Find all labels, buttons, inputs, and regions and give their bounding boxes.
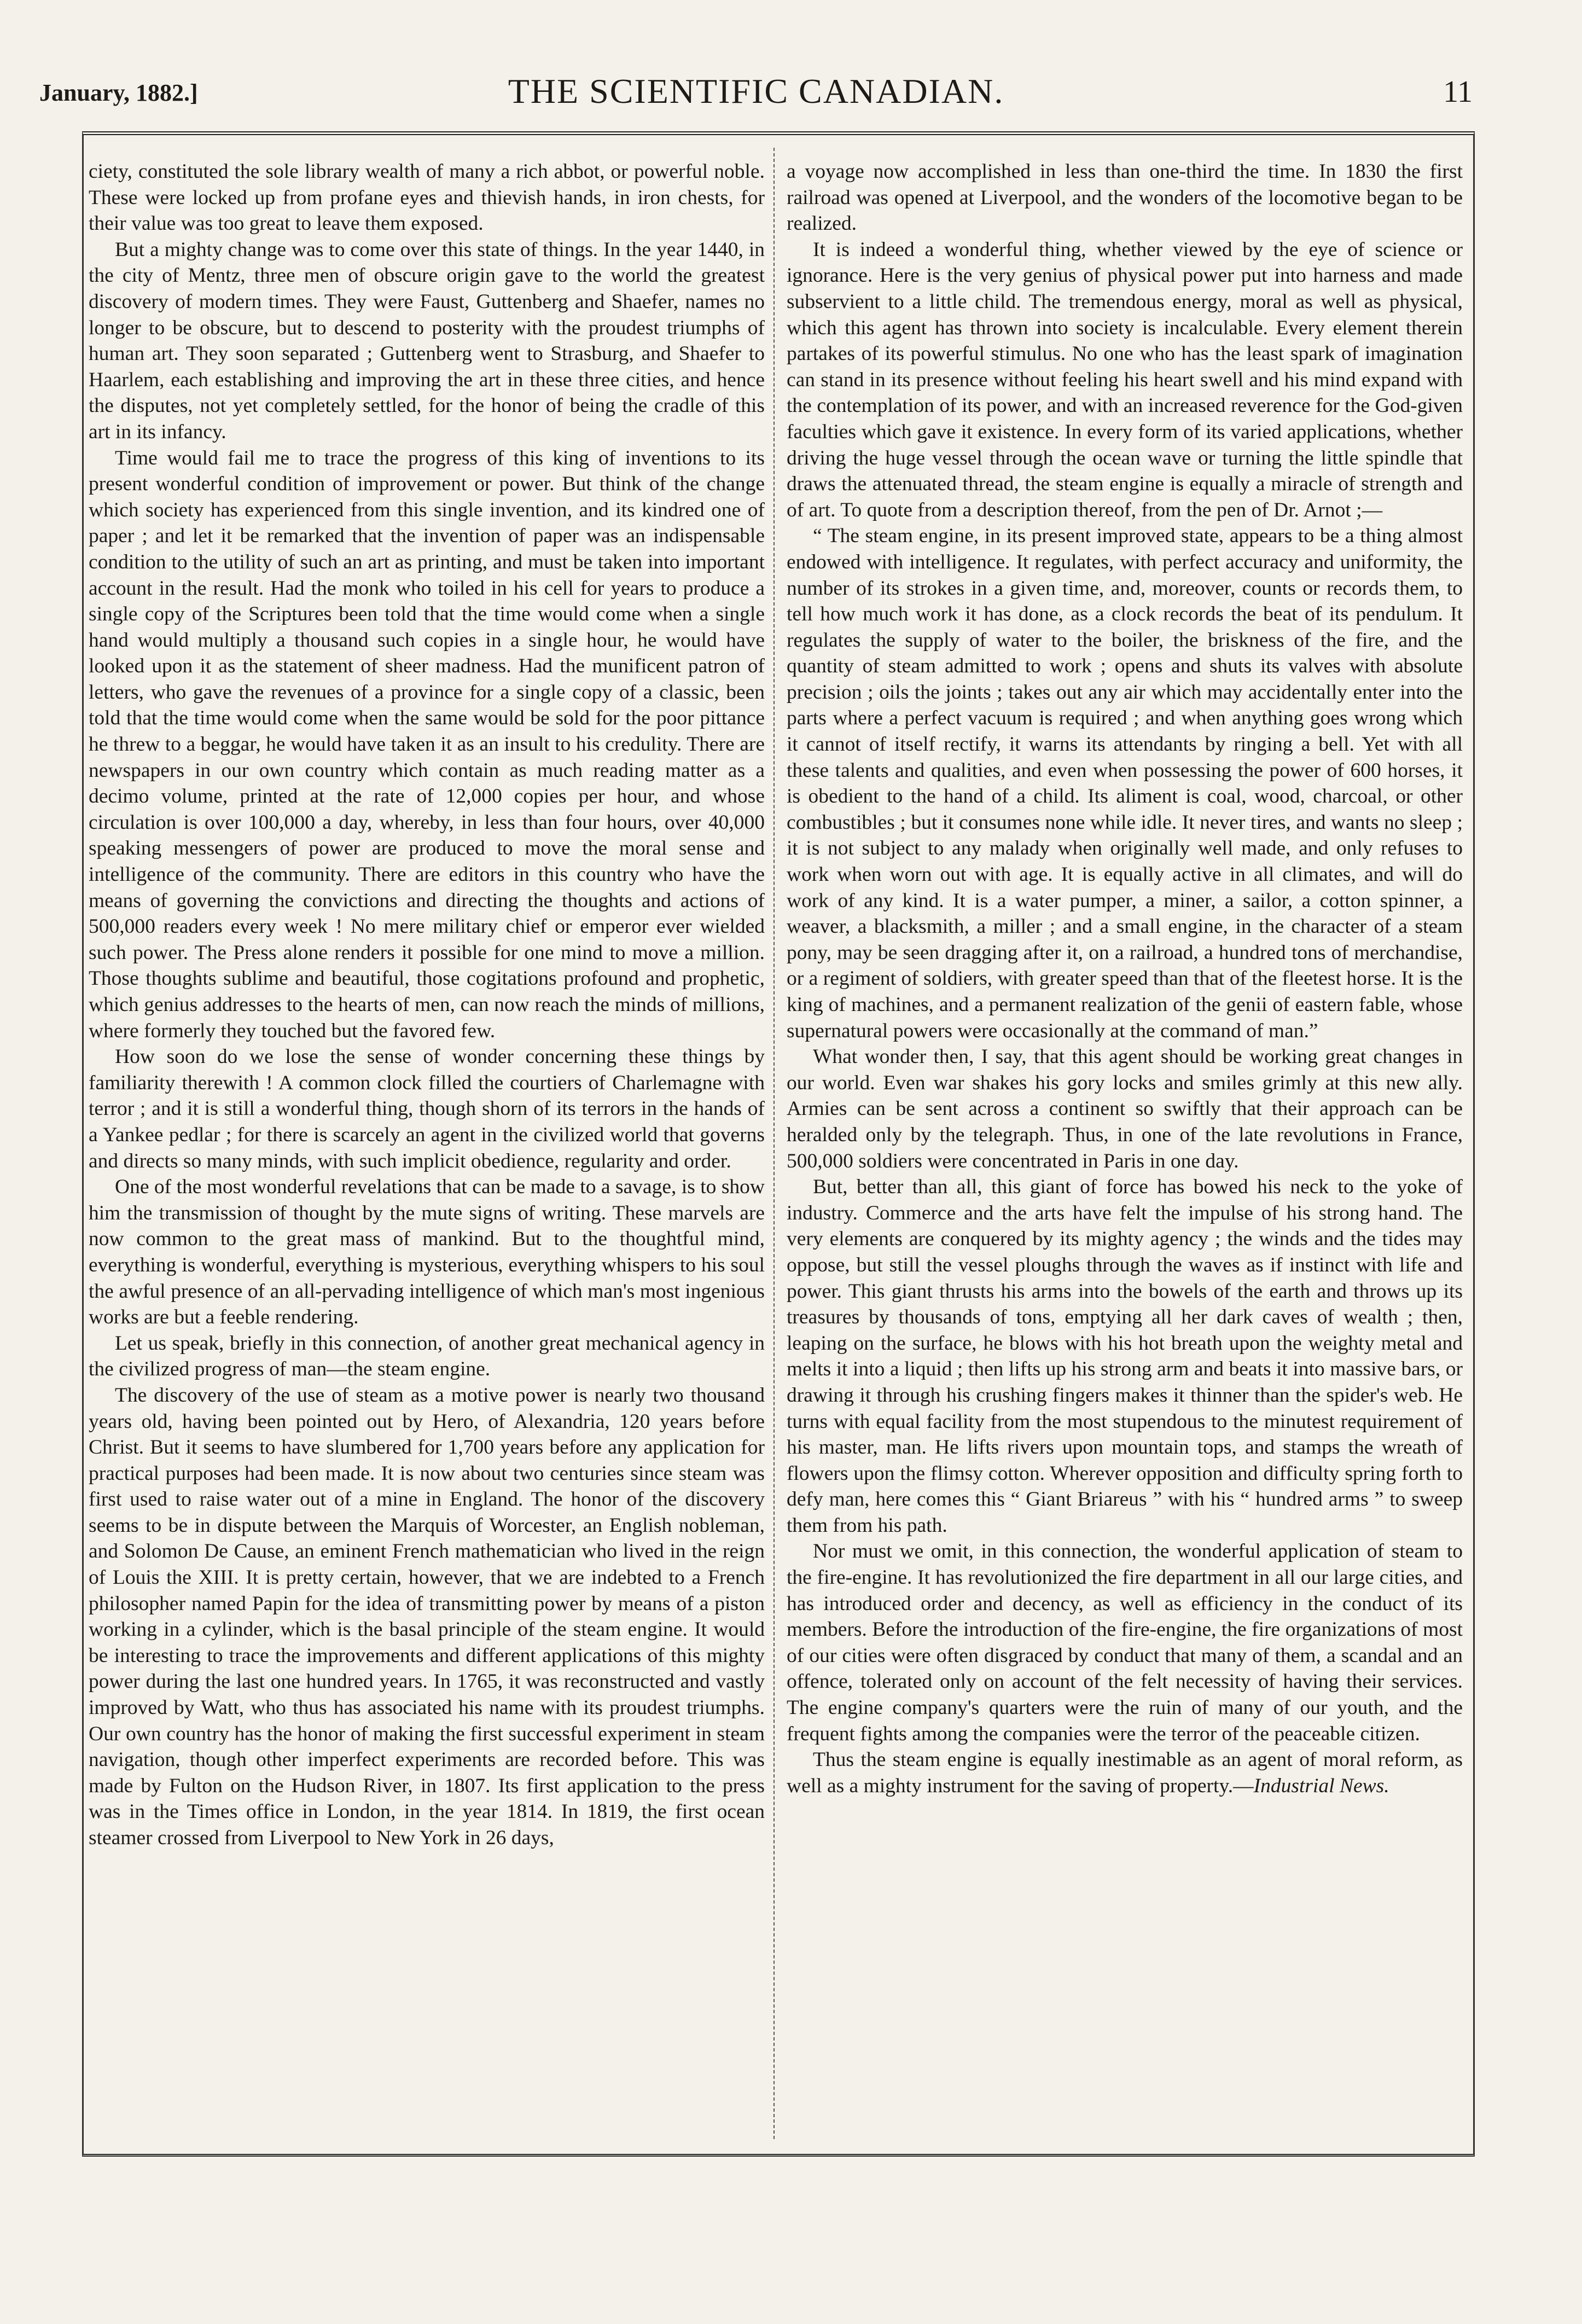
paragraph: How soon do we lose the sense of wonder concerning these things by familiarity therewith ! A common clock filled the courtiers of Charlemagne with terror ; and it is still a wonderful thing, though shorn of its terrors in the hands of a Yankee pedlar ; for there is scarcely an agent in the civilized world that governs and directs so many minds, with such implicit obedience, regularity and order. xyxy=(89,1045,765,1172)
paragraph: What wonder then, I say, that this agent should be working great changes in our world. Even war shakes his gory locks and smiles grimly at this new ally. Armies can be sent across a continent so swiftly that their approach can be heralded only by the telegraph. Thus, in one of the late revolutions in France, 500,000 soldiers were concentrated in Paris in one day. xyxy=(787,1045,1463,1172)
paragraph: Let us speak, briefly in this connection, of another great mechanical agency in the civilized progress of man—the steam engine. xyxy=(89,1332,765,1381)
source-credit: Industrial News. xyxy=(1253,1774,1389,1797)
paragraph: Time would fail me to trace the progress of this king of inventions to its present wonderful condition of improvement or power. But think of the change which society has experienced from this single invention, and its kindred one of paper ; and let it be remarked that the invention of paper was an indispensable condition to the utility of such an art as printing, and must be taken into important account in the result. Had the monk who toiled in his cell for years to produce a single copy of the Scriptures been told that the time would come when a single hand would multiply a thousand such copies in a single hour, he would have looked upon it as the statement of sheer madness. Had the munificent patron of letters, who gave the revenues of a province for a single copy of a classic, been told that the time would come when the same would be sold for the poor pittance he threw to a beggar, he would have taken it as an insult to his credulity. There are newspapers in our own country which contain as much reading matter as a decimo volume, printed at the rate of 12,000 copies per hour, and whose circulation is over 100,000 a day, whereby, in less than four hours, over 40,000 speaking messengers of power are produced to move the moral sense and intelligence of the community. There are editors in this country who have the means of governing the convictions and directing the thoughts and actions of 500,000 readers every week ! No mere military chief or emperor ever wielded such power. The Press alone renders it possible for one mind to move a million. Those thoughts sublime and beautiful, those cogitations profound and prophetic, which genius addresses to the hearts of men, can now reach the minds of millions, where formerly they touched but the favored few. xyxy=(89,446,765,1042)
paragraph: a voyage now accomplished in less than one-third the time. In 1830 the first railroad was opened at Liverpool, and the wonders of the locomotive began to be realized. xyxy=(787,160,1463,235)
page-number: 11 xyxy=(1443,75,1473,109)
closing-paragraph xyxy=(787,1747,1463,1799)
right-column xyxy=(787,159,1463,2145)
column-divider xyxy=(773,148,775,2139)
publication-title: THE SCIENTIFIC CANADIAN. xyxy=(508,72,1004,111)
paragraph: But a mighty change was to come over this state of things. In the year 1440, in the city of Mentz, three men of obscure origin gave to the world the greatest discovery of modern times. They were Faust, Guttenberg and Shaefer, names no longer to be obscure, but to descend to posterity with the proudest triumphs of human art. They soon separated ; Guttenberg went to Strasburg, and Shaefer to Haarlem, each establishing and improving the art in these three cities, and hence the disputes, not yet completely settled, for the honor of being the cradle of this art in its infancy. xyxy=(89,238,765,443)
paragraph: But, better than all, this giant of force has bowed his neck to the yoke of industry. Commerce and the arts have felt the impulse of his strong hand. The very elements are conquered by its mighty agency ; the winds and the tides may oppose, but still the vessel ploughs through the waves as if instinct with life and power. This giant thrusts his arms into the bowels of the earth and throws up its treasures by thousands of tons, emptying all her dark caves of wealth ; then, leaping on the surface, he blows with his hot breath upon the weighty metal and melts it into a liquid ; then lifts up his strong arm and beats it into massive bars, or drawing it through his crushing fingers makes it thinner than the spider's web. He turns with equal facility from the most stupendous to the minutest requirement of his master, man. He lifts rivers upon mountain tops, and stamps the wreath of flowers upon the flimsy cotton. Wherever opposition and difficulty spring forth to defy man, here comes this “ Giant Briareus ” with his “ hundred arms ” to sweep them from his path. xyxy=(787,1176,1463,1537)
quotation-paragraph: “ The steam engine, in its present improved state, appears to be a thing almost endowed with intelligence. It regulates, with perfect accuracy and uniformity, the number of its strokes in a given time, and, moreover, counts or records them, to tell how much work it has done, as a clock records the beat of its pendulum. It regulates the supply of water to the boiler, the briskness of the fire, and the quantity of steam admitted to work ; opens and shuts its valves with absolute precision ; oils the joints ; takes out any air which may accidentally enter into the parts where a perfect vacuum is required ; and when anything goes wrong which it cannot of itself rectify, it warns its attendants by ringing a bell. Yet with all these talents and qualities, and even when possessing the power of 600 horses, it is obedient to the hand of a child. Its aliment is coal, wood, charcoal, or other combustibles ; but it consumes none while idle. It never tires, and wants no sleep ; it is not subject to any malady when originally well made, and only refuses to work when worn out with age. It is equally active in all climates, and will do work of any kind. It is a water pumper, a miner, a sailor, a cotton spinner, a weaver, a blacksmith, a miller ; and a small engine, in the character of a steam pony, may be seen dragging after it, on a railroad, a hundred tons of merchandise, or a regiment of soldiers, with greater speed than that of the fleetest horse. It is the king of machines, and a permanent realization of the genii of eastern fable, whose supernatural powers were occasionally at the command of man.” xyxy=(787,525,1463,1042)
left-column xyxy=(89,159,765,2145)
paragraph: One of the most wonderful revelations that can be made to a savage, is to show him the transmission of thought by the mute signs of writing. These marvels are now common to the great mass of mankind. But to the thoughtful mind, everything is wonderful, everything is mysterious, everything whispers to his soul the awful presence of an all-pervading intelligence of which man's most ingenious works are but a feeble rendering. xyxy=(89,1176,765,1329)
paragraph: ciety, constituted the sole library wealth of many a rich abbot, or powerful noble. These were locked up from profane eyes and thievish hands, in iron chests, for their value was too great to leave them exposed. xyxy=(89,160,765,235)
closing-text: Thus the steam engine is equally inestimable as an agent of moral reform, as well as a mighty instrument for the saving of property.— xyxy=(787,1748,1463,1797)
page-header xyxy=(39,71,1473,118)
paragraph: Nor must we omit, in this connection, the wonderful application of steam to the fire-engine. It has revolutionized the fire department in all our large cities, and has introduced order and decency, as well as efficiency in the conduct of its members. Before the introduction of the fire-engine, the fire organizations of most of our cities were often disgraced by conduct that many of them, a scandal and an offence, tolerated only on account of the felt necessity of having their services. The engine company's quarters were the ruin of many of our youth, and the frequent fights among the companies were the terror of the peaceable citizen. xyxy=(787,1540,1463,1745)
paragraph: It is indeed a wonderful thing, whether viewed by the eye of science or ignorance. Here is the very genius of physical power put into harness and made subservient to a little child. The tremendous energy, moral as well as physical, which this agent has thrown into society is incalculable. Every element therein partakes of its powerful stimulus. No one who has the least spark of imagination can stand in its presence without feeling his heart swell and his mind expand with the contemplation of its power, and with an increased reverence for the God-given faculties which gave it existence. In every form of its varied applications, whether driving the huge vessel through the ocean wave or turning the little spindle that draws the attenuated thread, the steam engine is equally a miracle of strength and of art. To quote from a description thereof, from the pen of Dr. Arnot ;— xyxy=(787,238,1463,521)
issue-date: January, 1882.] xyxy=(39,79,198,106)
paragraph: The discovery of the use of steam as a motive power is nearly two thousand years old, having been pointed out by Hero, of Alexandria, 120 years before Christ. But it seems to have slumbered for 1,700 years before any application for practical purposes had been made. It is now about two centuries since steam was first used to raise water out of a mine in England. The honor of the discovery seems to be in dispute between the Marquis of Worcester, an English nobleman, and Solomon De Cause, an eminent French mathematician who lived in the reign of Louis the XIII. It is pretty certain, however, that we are indebted to a French philosopher named Papin for the idea of transmitting power by means of a piston working in a cylinder, which is the basal principle of the steam engine. It would be interesting to trace the improvements and different applications of this mighty power during the last one hundred years. In 1765, it was reconstructed and vastly improved by Watt, who thus has associated his name with its proudest triumphs. Our own country has the honor of making the first successful experiment in steam navigation, though other imperfect experiments are recorded before. This was made by Fulton on the Hudson River, in 1807. Its first application to the press was in the Times office in London, in the year 1814. In 1819, the first ocean steamer crossed from Liverpool to New York in 26 days, xyxy=(89,1384,765,1849)
